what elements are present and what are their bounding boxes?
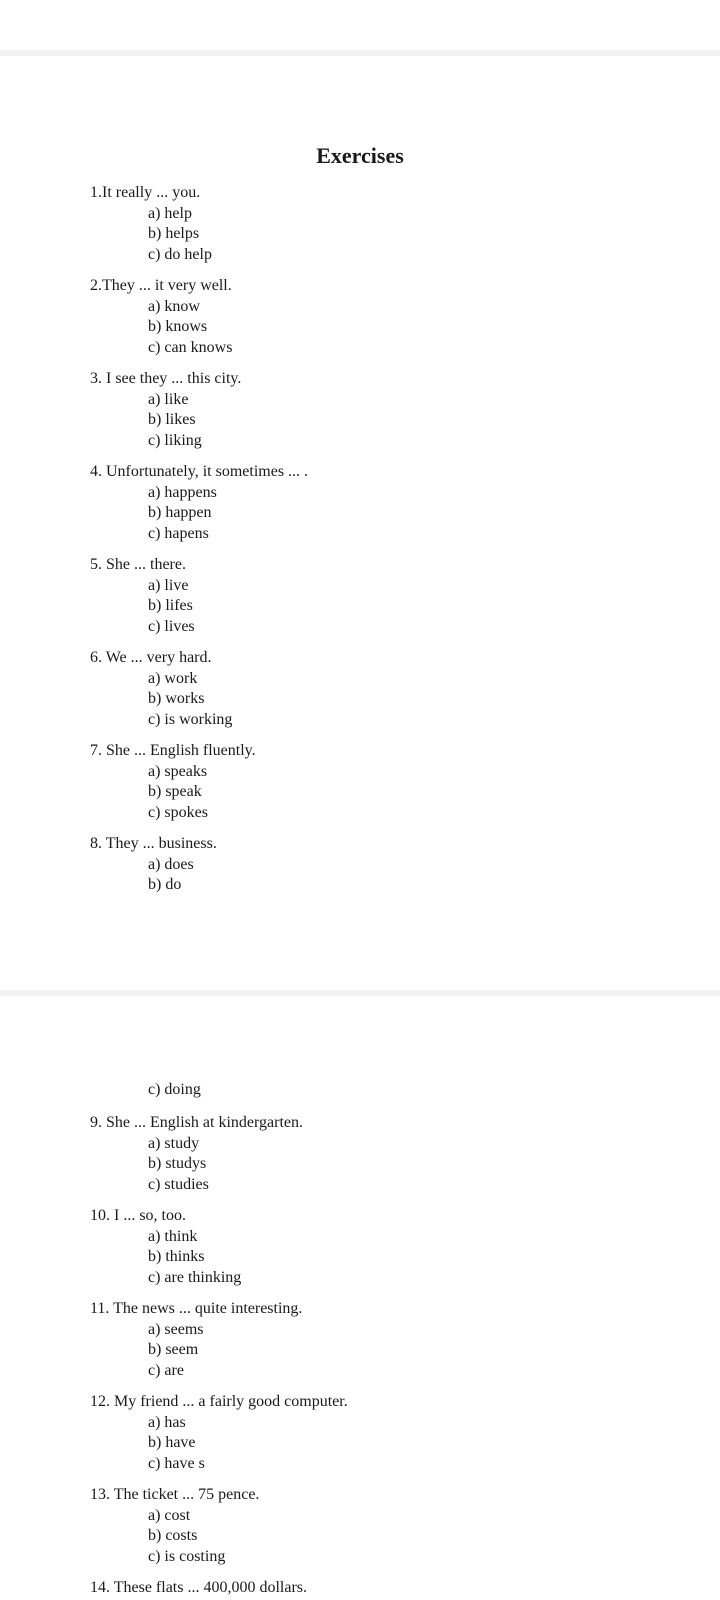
option-b: b) knows xyxy=(148,318,208,335)
option-a: a) happens xyxy=(148,483,217,501)
question-text: 10. I ... so, too. xyxy=(90,1207,186,1224)
question-5 xyxy=(90,555,195,637)
option-a: a) speaks xyxy=(148,762,208,780)
question-2 xyxy=(90,276,232,358)
question-3 xyxy=(90,369,241,451)
question-text: 2.They ... it very well. xyxy=(90,277,232,294)
option-b: b) works xyxy=(148,690,205,707)
option-c: c) is working xyxy=(148,710,233,728)
option-b: b) helps xyxy=(148,225,200,242)
question-9 xyxy=(90,1113,303,1195)
option-b: b) studys xyxy=(148,1155,207,1172)
option-c: c) studies xyxy=(148,1175,209,1193)
page-top-border xyxy=(0,50,720,56)
option-c: c) doing xyxy=(148,1081,201,1098)
option-a: a) does xyxy=(148,855,194,873)
option-b: b) happen xyxy=(148,504,212,521)
question-12 xyxy=(90,1392,348,1474)
page-break xyxy=(0,990,720,996)
question-text: 8. They ... business. xyxy=(90,835,217,852)
option-a: a) work xyxy=(148,669,198,687)
question-10 xyxy=(90,1206,241,1288)
option-a: a) know xyxy=(148,297,200,315)
question-text: 12. My friend ... a fairly good computer. xyxy=(90,1393,348,1410)
option-a: a) study xyxy=(148,1134,200,1152)
option-a: a) think xyxy=(148,1227,198,1245)
question-13 xyxy=(90,1485,259,1567)
option-b: b) do xyxy=(148,876,182,893)
option-b: b) thinks xyxy=(148,1248,205,1265)
option-c: c) lives xyxy=(148,617,195,635)
option-c: c) can knows xyxy=(148,338,233,356)
option-c: c) do help xyxy=(148,245,212,263)
question-text: 7. She ... English fluently. xyxy=(90,742,256,759)
option-c: c) are thinking xyxy=(148,1268,242,1286)
option-b: b) seem xyxy=(148,1341,199,1358)
option-a: a) help xyxy=(148,204,192,222)
option-c: c) spokes xyxy=(148,803,208,821)
question-1 xyxy=(90,183,212,265)
question-8-continued xyxy=(90,1080,201,1101)
question-text: 9. She ... English at kindergarten. xyxy=(90,1114,303,1131)
option-c: c) are xyxy=(148,1361,184,1379)
question-4 xyxy=(90,462,308,544)
question-14 xyxy=(90,1578,307,1599)
option-b: b) lifes xyxy=(148,597,193,614)
question-text: 3. I see they ... this city. xyxy=(90,370,242,387)
option-a: a) live xyxy=(148,576,189,594)
question-11 xyxy=(90,1299,302,1381)
option-a: a) like xyxy=(148,390,189,408)
question-text: 4. Unfortunately, it sometimes ... . xyxy=(90,463,309,480)
question-text: 14. These flats ... 400,000 dollars. xyxy=(90,1579,308,1596)
option-c: c) liking xyxy=(148,431,202,449)
option-a: a) has xyxy=(148,1413,186,1431)
question-text: 11. The news ... quite interesting. xyxy=(90,1300,303,1317)
question-6 xyxy=(90,648,232,730)
question-text: 6. We ... very hard. xyxy=(90,649,212,666)
option-a: a) seems xyxy=(148,1320,204,1338)
question-8 xyxy=(90,834,217,896)
option-b: b) have xyxy=(148,1434,196,1451)
option-b: b) likes xyxy=(148,411,196,428)
question-7 xyxy=(90,741,256,823)
question-text: 1.It really ... you. xyxy=(90,184,201,201)
option-a: a) cost xyxy=(148,1506,191,1524)
option-b: b) costs xyxy=(148,1527,198,1544)
option-c: c) have s xyxy=(148,1454,205,1472)
option-b: b) speak xyxy=(148,783,202,800)
option-c: c) is costing xyxy=(148,1547,226,1565)
option-c: c) hapens xyxy=(148,524,209,542)
question-text: 5. She ... there. xyxy=(90,556,186,573)
document-title: Exercises xyxy=(316,143,404,168)
question-text: 13. The ticket ... 75 pence. xyxy=(90,1486,260,1503)
